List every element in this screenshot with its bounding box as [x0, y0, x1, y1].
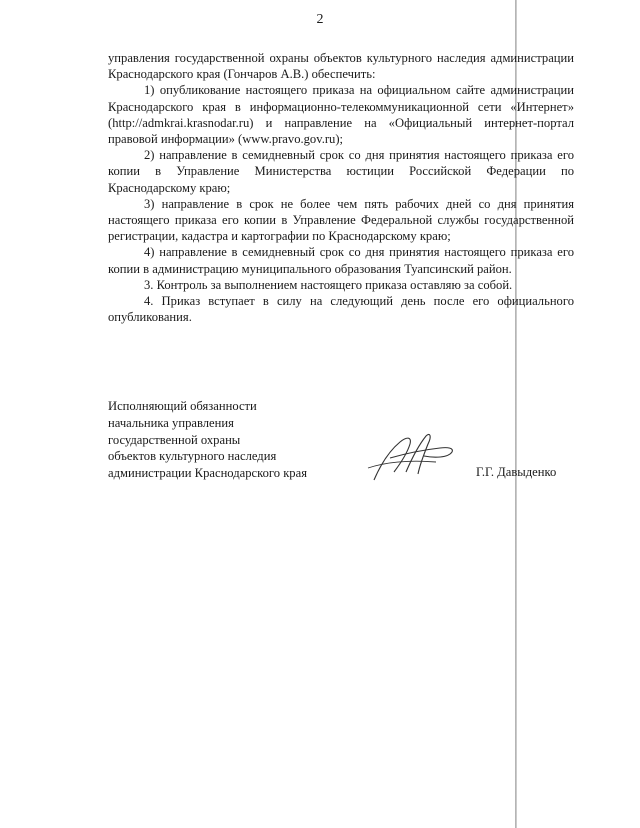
signatory-position-line: государственной охраны [108, 432, 241, 447]
paragraph-item-2: 2) направление в семидневный срок со дня принятия настоящего приказа его копии в Управление Министерства юстиции Российской Федерации по Краснодарскому краю; [108, 148, 574, 195]
paragraph-clause-4: 4. Приказ вступает в силу на следующий день после его официального опубликования. [108, 294, 574, 325]
handwritten-signature [360, 428, 460, 484]
paragraph-intro: управления государственной охраны объектов культурного наследия администрации Краснодарского края (Гончаров А.В.) обеспечить: [108, 51, 574, 82]
paragraph-clause-3: 3. Контроль за выполнением настоящего приказа оставляю за собой. [144, 277, 513, 292]
signatory-position-line: начальника управления [108, 415, 234, 430]
signatory-name: Г.Г. Давыденко [476, 465, 557, 479]
paragraph-item-1: 1) опубликование настоящего приказа на официальном сайте администрации Краснодарского края в информационно-телекоммуникационной сети «Интернет» (http://admkrai.krasnodar.ru) и направление на «Официальный интернет-портал правовой информации» (www.pravo.gov.ru); [108, 83, 574, 147]
signatory-position-line: администрации Краснодарского края [108, 466, 307, 481]
page-number: 2 [316, 12, 324, 27]
signatory-position-line: Исполняющий обязанности [108, 399, 257, 413]
paragraph-item-3: 3) направление в срок не более чем пять рабочих дней со дня принятия настоящего приказа его копии в Управление Федеральной службы государственной регистрации, кадастра и картографии по Краснодарскому краю; [108, 196, 574, 244]
paragraph-item-4: 4) направление в семидневный срок со дня принятия настоящего приказа его копии в администрацию муниципального образования Туапсинский район. [108, 245, 574, 276]
document-body [108, 50, 574, 325]
signatory-position-line: объектов культурного наследия [108, 449, 277, 464]
